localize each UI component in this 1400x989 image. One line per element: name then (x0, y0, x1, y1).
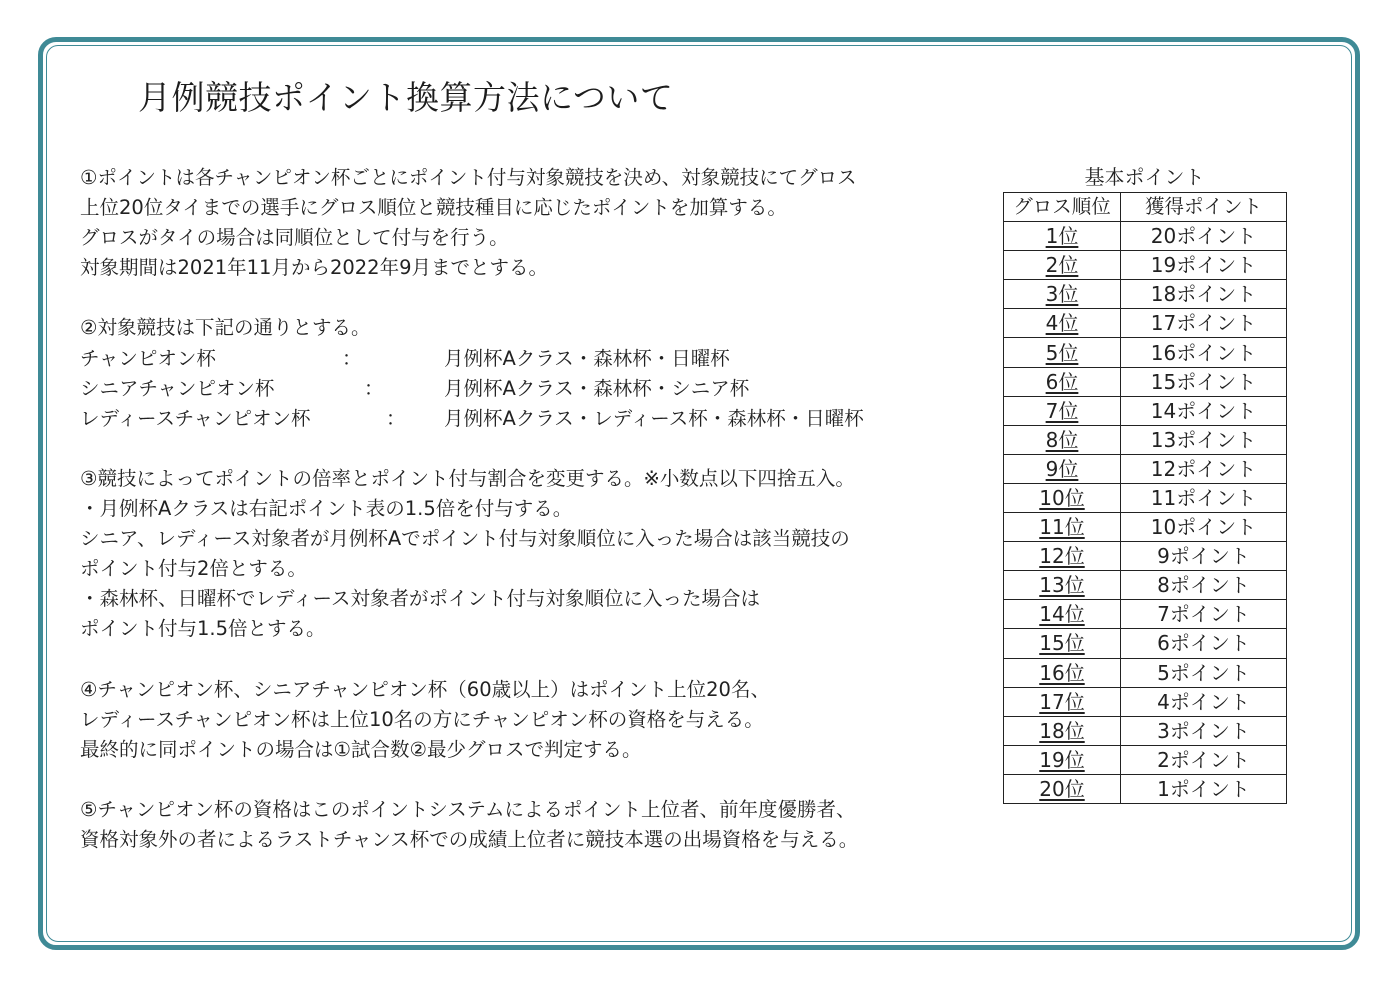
table-row (1004, 454, 1287, 483)
table-row (1004, 571, 1287, 600)
rank-cell (1004, 280, 1121, 309)
spacer (80, 645, 960, 675)
text-line: グロスがタイの場合は同順位として付与を行う。 (80, 226, 509, 250)
column-header-rank: グロス順位 (1004, 193, 1121, 222)
cup-row-ladies (80, 404, 960, 434)
cup-row-champion (80, 344, 960, 374)
text-line: ・月例杯Aクラスは右記ポイント表の1.5倍を付与する。 (80, 497, 573, 521)
rank-cell (1004, 367, 1121, 396)
points-cell: 17ポイント (1121, 309, 1287, 338)
table-row (1004, 280, 1287, 309)
points-cell: 8ポイント (1121, 571, 1287, 600)
rank-value: 12位 (1039, 544, 1085, 569)
points-cell: 19ポイント (1121, 251, 1287, 280)
points-cell: 5ポイント (1121, 658, 1287, 687)
page-title: 月例競技ポイント換算方法について (138, 78, 674, 117)
cup-events: 月例杯Aクラス・森林杯・シニア杯 (444, 376, 750, 400)
table-row (1004, 658, 1287, 687)
rank-value: 20位 (1039, 776, 1085, 801)
points-table-caption: 基本ポイント (1084, 165, 1205, 189)
rule-section-1 (80, 163, 960, 283)
rank-value: 8位 (1045, 427, 1079, 452)
table-row (1004, 542, 1287, 571)
points-cell: 20ポイント (1121, 222, 1287, 251)
rule-section-4 (80, 675, 960, 765)
rank-cell (1004, 542, 1121, 571)
column-header-points: 獲得ポイント (1121, 193, 1287, 222)
rank-value: 7位 (1045, 398, 1079, 423)
rank-cell (1004, 658, 1121, 687)
rank-cell (1004, 629, 1121, 658)
table-row (1004, 338, 1287, 367)
rank-value: 3位 (1045, 282, 1079, 307)
points-cell: 14ポイント (1121, 396, 1287, 425)
points-cell: 4ポイント (1121, 687, 1287, 716)
rank-value: 15位 (1039, 631, 1085, 656)
rank-value: 9位 (1045, 456, 1079, 481)
rank-cell (1004, 745, 1121, 774)
rank-value: 18位 (1039, 718, 1085, 743)
cup-name: レディースチャンピオン杯 (80, 406, 311, 430)
points-cell: 15ポイント (1121, 367, 1287, 396)
points-cell: 13ポイント (1121, 425, 1287, 454)
rank-value: 6位 (1045, 369, 1079, 394)
table-row (1004, 425, 1287, 454)
rank-cell (1004, 716, 1121, 745)
rule-section-5 (80, 795, 960, 855)
rank-cell (1004, 513, 1121, 542)
cup-colon: ： (342, 346, 362, 370)
text-line: レディースチャンピオン杯は上位10名の方にチャンピオン杯の資格を与える。 (80, 707, 764, 731)
text-line: ⑤チャンピオン杯の資格はこのポイントシステムによるポイント上位者、前年度優勝者、 (80, 797, 856, 821)
spacer (80, 765, 960, 795)
table-row (1004, 396, 1287, 425)
rank-value: 19位 (1039, 747, 1085, 772)
table-row (1004, 745, 1287, 774)
points-cell: 6ポイント (1121, 629, 1287, 658)
points-cell: 7ポイント (1121, 600, 1287, 629)
cup-row-senior (80, 374, 960, 404)
cup-events: 月例杯Aクラス・森林杯・日曜杯 (444, 346, 730, 370)
table-row (1004, 629, 1287, 658)
table-row (1004, 716, 1287, 745)
rank-cell (1004, 483, 1121, 512)
points-cell: 9ポイント (1121, 542, 1287, 571)
cup-name: シニアチャンピオン杯 (80, 376, 275, 400)
rank-cell (1004, 338, 1121, 367)
text-line: ③競技によってポイントの倍率とポイント付与割合を変更する。※小数点以下四捨五入。 (80, 466, 855, 490)
rules-text (80, 163, 960, 855)
table-row (1004, 483, 1287, 512)
text-line: 最終的に同ポイントの場合は①試合数②最少グロスで判定する。 (80, 737, 642, 761)
points-cell: 2ポイント (1121, 745, 1287, 774)
text-line: ④チャンピオン杯、シニアチャンピオン杯（60歳以上）はポイント上位20名、 (80, 677, 770, 701)
points-cell: 1ポイント (1121, 774, 1287, 803)
rank-value: 5位 (1045, 340, 1079, 365)
rank-value: 2位 (1045, 253, 1079, 278)
table-row (1004, 774, 1287, 803)
cup-name: チャンピオン杯 (80, 346, 216, 370)
table-row (1004, 513, 1287, 542)
table-header-row (1004, 193, 1287, 222)
rank-cell (1004, 571, 1121, 600)
cup-colon: ： (364, 376, 384, 400)
rank-value: 4位 (1045, 311, 1079, 336)
rank-cell (1004, 774, 1121, 803)
text-line: 上位20位タイまでの選手にグロス順位と競技種目に応じたポイントを加算する。 (80, 196, 787, 220)
cup-colon: ： (386, 406, 406, 430)
rank-cell (1004, 222, 1121, 251)
rank-cell (1004, 251, 1121, 280)
rank-cell (1004, 454, 1121, 483)
rank-cell (1004, 309, 1121, 338)
rank-cell (1004, 425, 1121, 454)
spacer (80, 283, 960, 313)
text-line: 対象期間は2021年11月から2022年9月までとする。 (80, 256, 548, 280)
rank-cell (1004, 600, 1121, 629)
cup-events: 月例杯Aクラス・レディース杯・森林杯・日曜杯 (444, 406, 864, 430)
text-line: ポイント付与2倍とする。 (80, 557, 307, 581)
rank-value: 14位 (1039, 602, 1085, 627)
text-line: ①ポイントは各チャンピオン杯ごとにポイント付与対象競技を決め、対象競技にてグロス (80, 166, 857, 189)
rule-section-3 (80, 464, 960, 645)
text-line: ポイント付与1.5倍とする。 (80, 617, 326, 641)
rank-value: 10位 (1039, 485, 1085, 510)
spacer (80, 434, 960, 464)
rank-cell (1004, 396, 1121, 425)
text-line: 資格対象外の者によるラストチャンス杯での成績上位者に競技本選の出場資格を与える。 (80, 828, 859, 852)
points-cell: 3ポイント (1121, 716, 1287, 745)
rank-value: 13位 (1039, 573, 1085, 598)
rule-section-2 (80, 313, 960, 433)
table-row (1004, 687, 1287, 716)
points-cell: 10ポイント (1121, 513, 1287, 542)
rank-value: 17位 (1039, 689, 1085, 714)
table-row (1004, 600, 1287, 629)
rank-value: 11位 (1039, 515, 1085, 540)
points-cell: 18ポイント (1121, 280, 1287, 309)
table-row (1004, 251, 1287, 280)
table-row (1004, 309, 1287, 338)
points-cell: 16ポイント (1121, 338, 1287, 367)
points-table-body (1004, 222, 1287, 804)
rank-cell (1004, 687, 1121, 716)
points-cell: 11ポイント (1121, 483, 1287, 512)
points-table-box (1003, 162, 1286, 804)
text-line: シニア、レディース対象者が月例杯Aでポイント付与対象順位に入った場合は該当競技の (80, 527, 850, 551)
rank-value: 1位 (1045, 224, 1079, 249)
table-row (1004, 367, 1287, 396)
table-row (1004, 222, 1287, 251)
rank-value: 16位 (1039, 660, 1085, 685)
points-cell: 12ポイント (1121, 454, 1287, 483)
points-table (1003, 192, 1287, 804)
text-line: ・森林杯、日曜杯でレディース対象者がポイント付与対象順位に入った場合は (80, 587, 760, 611)
section-heading: ②対象競技は下記の通りとする。 (80, 316, 371, 340)
